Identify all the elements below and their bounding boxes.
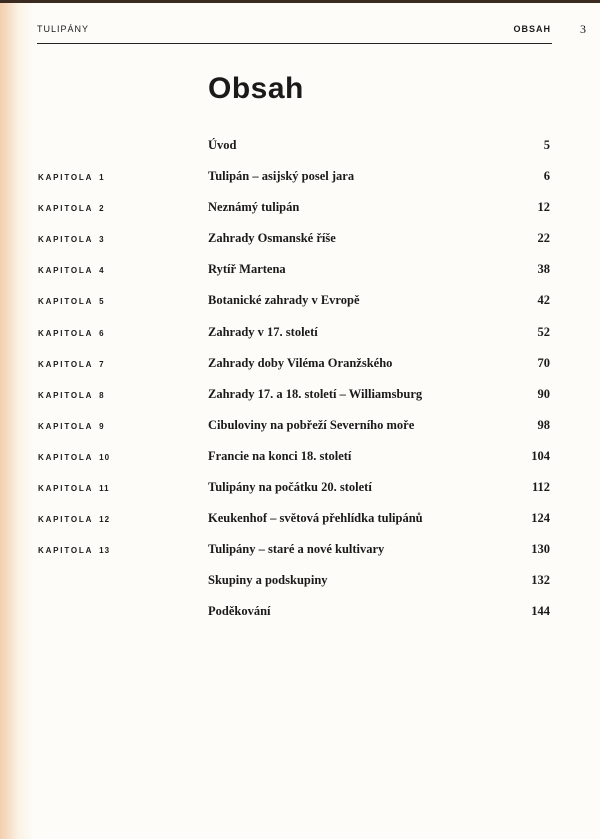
toc-entry-page: 144 (531, 604, 550, 619)
chapter-number: 2 (99, 204, 105, 214)
toc-entry-page: 98 (537, 417, 550, 432)
toc-row (0, 472, 600, 503)
chapter-number: 3 (99, 235, 105, 245)
toc-entry-title: Úvod (208, 138, 237, 152)
chapter-label (38, 515, 110, 524)
chapter-label (38, 422, 105, 431)
chapter-number: 6 (99, 328, 105, 338)
chapter-label (38, 297, 105, 306)
chapter-number: 13 (99, 546, 111, 556)
chapter-label (38, 173, 105, 182)
toc-entry-title: Neznámý tulipán (208, 200, 300, 215)
toc-row (0, 410, 600, 441)
toc-row (0, 161, 600, 192)
toc-entry-title: Cibuloviny na pobřeží Severního moře (208, 417, 415, 432)
toc-entry-page: 12 (537, 200, 550, 215)
toc-entry-page: 70 (537, 355, 550, 370)
chapter-number: 1 (99, 173, 105, 183)
toc-row (0, 130, 600, 161)
chapter-number: 7 (99, 359, 105, 369)
toc-row (0, 348, 600, 379)
running-head-section: OBSAH (513, 24, 551, 34)
toc-entry-title: Keukenhof – světová přehlídka tulipánů (208, 511, 423, 526)
chapter-number: 9 (99, 421, 105, 431)
table-of-contents (0, 130, 600, 628)
toc-entry-title: Zahrady v 17. století (208, 324, 318, 339)
running-head-title: TULIPÁNY (37, 24, 90, 34)
toc-entry-title: Rytíř Martena (208, 262, 286, 277)
chapter-label (38, 235, 105, 244)
toc-row (0, 192, 600, 223)
header-rule (37, 43, 552, 44)
toc-entry-page: 90 (537, 386, 550, 401)
toc-row (0, 254, 600, 285)
toc-entry-page: 6 (543, 169, 550, 184)
toc-entry-page: 130 (531, 542, 550, 557)
toc-row (0, 441, 600, 472)
page-number: 3 (580, 22, 586, 36)
chapter-word: KAPITOLA (38, 173, 94, 183)
chapter-label (38, 204, 105, 213)
chapter-word: KAPITOLA (38, 328, 94, 338)
toc-entry-title: Skupiny a podskupiny (208, 573, 328, 588)
chapter-word: KAPITOLA (38, 515, 94, 525)
toc-entry-page: 124 (531, 511, 550, 526)
chapter-number: 8 (99, 390, 105, 400)
chapter-label (38, 266, 105, 275)
toc-entry-title: Poděkování (208, 604, 271, 619)
toc-row (0, 596, 600, 627)
toc-entry-title: Zahrady doby Viléma Oranžského (208, 355, 393, 370)
toc-entry-page: 52 (537, 324, 550, 339)
toc-entry-title: Zahrady Osmanské říše (208, 231, 336, 246)
toc-row (0, 379, 600, 410)
chapter-number: 11 (99, 484, 110, 494)
toc-entry-page: 38 (537, 262, 550, 277)
toc-entry-page: 42 (537, 293, 550, 308)
page-title: Obsah (208, 72, 304, 105)
chapter-word: KAPITOLA (38, 266, 94, 276)
chapter-label (38, 453, 110, 462)
chapter-word: KAPITOLA (38, 235, 94, 245)
chapter-word: KAPITOLA (38, 546, 94, 556)
toc-entry-title: Botanické zahrady v Evropě (208, 293, 360, 308)
toc-entry-title: Zahrady 17. a 18. století – Williamsburg (208, 386, 423, 401)
chapter-label (38, 329, 105, 338)
chapter-word: KAPITOLA (38, 421, 94, 431)
toc-entry-title: Tulipány – staré a nové kultivary (208, 542, 385, 557)
chapter-word: KAPITOLA (38, 297, 94, 307)
chapter-number: 4 (99, 266, 105, 276)
page-top-edge (0, 0, 600, 3)
toc-row (0, 285, 600, 316)
toc-row (0, 534, 600, 565)
chapter-word: KAPITOLA (38, 484, 94, 494)
toc-row (0, 317, 600, 348)
toc-entry-title: Tulipány na počátku 20. století (208, 480, 372, 495)
chapter-number: 12 (99, 515, 111, 525)
toc-entry-page: 112 (531, 480, 550, 495)
toc-entry-page: 5 (543, 138, 550, 152)
toc-row (0, 503, 600, 534)
toc-entry-page: 132 (531, 573, 550, 588)
chapter-word: KAPITOLA (38, 390, 94, 400)
chapter-label (38, 391, 105, 400)
toc-entry-page: 104 (531, 448, 550, 463)
chapter-word: KAPITOLA (38, 452, 94, 462)
chapter-word: KAPITOLA (38, 359, 94, 369)
toc-row (0, 565, 600, 596)
toc-entry-title: Francie na konci 18. století (208, 448, 352, 463)
chapter-number: 5 (99, 297, 105, 307)
toc-entry-page: 22 (537, 231, 550, 246)
chapter-label (38, 360, 105, 369)
chapter-label (38, 484, 110, 493)
chapter-number: 10 (99, 452, 111, 462)
toc-row (0, 223, 600, 254)
chapter-label (38, 546, 110, 555)
chapter-word: KAPITOLA (38, 204, 94, 214)
toc-entry-title: Tulipán – asijský posel jara (208, 169, 355, 184)
